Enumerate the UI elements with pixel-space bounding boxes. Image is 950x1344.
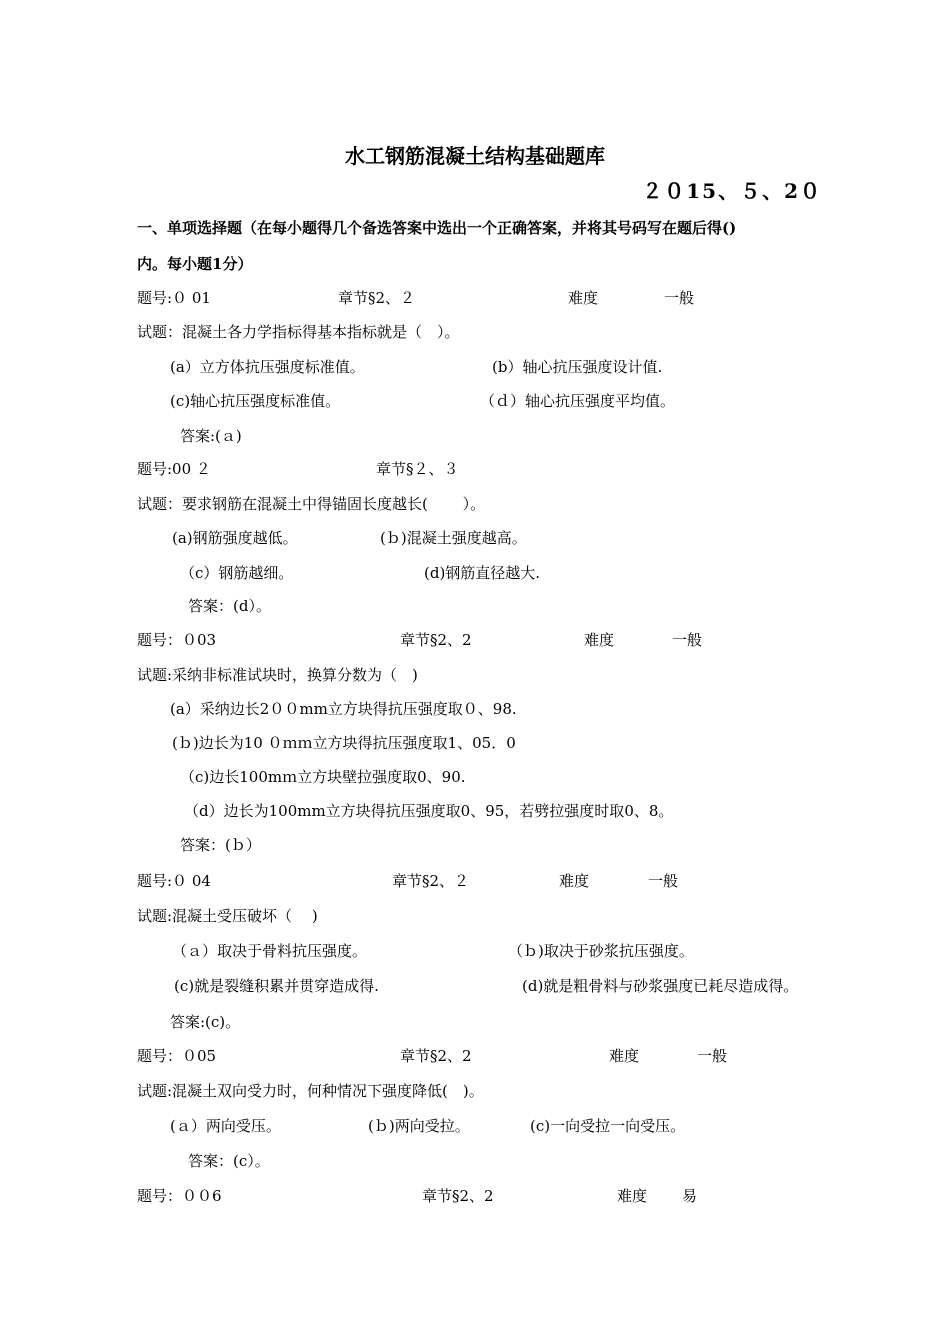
- option-c: （c)边长100mｍ立方块壁拉强度取0、90.: [180, 768, 466, 786]
- question-number: 题号:０ 04: [137, 872, 211, 890]
- section-heading: 一、单项选择题（在每小题得几个备选答案中选出一个正确答案，并将其号码写在题后得(): [137, 219, 737, 237]
- question-number: 题号：００6: [137, 1187, 222, 1205]
- option-a: (ａ）两向受压。: [170, 1117, 281, 1135]
- answer: 答案：(d）。: [188, 597, 271, 615]
- answer: 答案：(c）。: [188, 1152, 270, 1170]
- question-number: 题号:０ 01: [137, 289, 211, 307]
- option-d: （ｄ）轴心抗压强度平均值。: [480, 392, 676, 410]
- question-stem: 试题：混凝土各力学指标得基本指标就是（ ）。: [137, 323, 460, 341]
- option-c: (c)就是裂缝积累并贯穿造成得.: [174, 977, 379, 995]
- difficulty-label: 难度: [617, 1187, 648, 1205]
- option-a: (a)钢筋强度越低。: [172, 529, 298, 547]
- answer: 答案：(ｂ）: [180, 836, 261, 854]
- section-heading-cont: 内。每小题1分）: [137, 255, 253, 273]
- question-number: 题号：０03: [137, 631, 217, 649]
- option-a: (a）立方体抗压强度标准值。: [170, 358, 365, 376]
- question-chapter: 章节§２、３: [376, 460, 459, 478]
- question-chapter: 章节§2、2: [422, 1187, 494, 1205]
- question-number: 题号：０05: [137, 1047, 217, 1065]
- option-c: (c)轴心抗压强度标准值。: [170, 392, 341, 410]
- answer: 答案:(c)。: [170, 1013, 241, 1031]
- difficulty-label: 难度: [568, 289, 599, 307]
- option-c: (c)一向受拉一向受压。: [530, 1117, 686, 1135]
- option-a: (a）采纳边长2００mm立方块得抗压强度取０、98.: [170, 700, 517, 718]
- question-number: 题号:00 ２: [137, 460, 211, 478]
- difficulty-value: 一般: [672, 631, 703, 649]
- question-stem: 试题:采纳非标准试块时，换算分数为（ ): [137, 666, 418, 684]
- option-a: （ａ）取决于骨料抗压强度。: [172, 942, 368, 960]
- question-chapter: 章节§2、2: [400, 1047, 472, 1065]
- option-b: (ｂ)两向受拉。: [368, 1117, 470, 1135]
- document-date: ２０15、５、2０: [642, 179, 822, 203]
- option-b: (b）轴心抗压强度设计值.: [492, 358, 663, 376]
- difficulty-value: 易: [682, 1187, 698, 1205]
- difficulty-value: 一般: [697, 1047, 728, 1065]
- option-d: (d)就是粗骨料与砂浆强度已耗尽造成得。: [522, 977, 799, 995]
- option-b: （ｂ)取决于砂浆抗压强度。: [508, 942, 694, 960]
- question-chapter: 章节§2、2: [400, 631, 472, 649]
- difficulty-label: 难度: [609, 1047, 640, 1065]
- option-b: (ｂ)混凝土强度越高。: [380, 529, 527, 547]
- question-chapter: 章节§2、２: [392, 872, 470, 890]
- answer: 答案:(ａ): [180, 427, 242, 445]
- difficulty-label: 难度: [559, 872, 590, 890]
- option-b: (ｂ)边长为10 ０ｍｍ立方块得抗压强度取1、05．0: [172, 734, 516, 752]
- option-d: （d）边长为100mm立方块得抗压强度取0、95，若劈拉强度时取0、8。: [184, 802, 674, 820]
- question-stem: 试题：要求钢筋在混凝土中得锚固长度越长( ）。: [137, 495, 486, 513]
- difficulty-value: 一般: [648, 872, 679, 890]
- difficulty-label: 难度: [584, 631, 615, 649]
- option-c: （c）钢筋越细。: [180, 564, 294, 582]
- document-title: 水工钢筋混凝土结构基础题库: [345, 144, 605, 168]
- difficulty-value: 一般: [664, 289, 695, 307]
- option-d: (d)钢筋直径越大.: [424, 564, 541, 582]
- question-stem: 试题:混凝土双向受力时，何种情况下强度降低( )。: [137, 1082, 484, 1100]
- question-chapter: 章节§2、２: [338, 289, 416, 307]
- question-stem: 试题:混凝土受压破坏（ ): [137, 907, 318, 925]
